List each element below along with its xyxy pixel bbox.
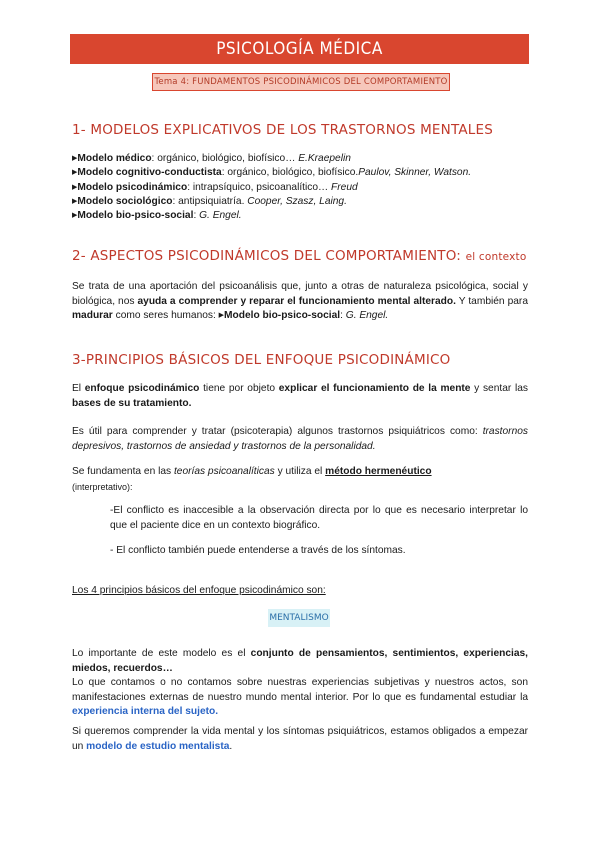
document-title: PSICOLOGÍA MÉDICA (70, 34, 529, 64)
models-list (72, 152, 471, 223)
list-item: ▶Modelo médico: orgánico, biológico, biofísico… E.Kraepelin (72, 153, 351, 164)
mentalism-paragraph: Lo importante de este modelo es el conjunto de pensamientos, sentimientos, experiencias, miedos, recuerdos… Lo que contamos o no contamos sobre nuestras experiencias subjetivas y nuestros actos, son manifestaciones externas de nuestro mundo mental interior. Por lo que es fundamental estudiar la experiencia interna del sujeto. (72, 648, 528, 718)
arrow-bullet-icon: ▶ (218, 312, 225, 320)
conflict-point-2: - El conflicto también puede entenderse a través de los síntomas. (110, 545, 406, 556)
arrow-bullet-icon: ▶ (72, 183, 78, 191)
mentalismo-badge: MENTALISMO (268, 609, 330, 627)
list-item: ▶Modelo psicodinámico: intrapsíquico, psicoanalítico… Freud (72, 181, 358, 193)
approach-paragraph: El enfoque psicodinámico tiene por objeto explicar el funcionamiento de la mente y sentar las bases de su tratamiento. (72, 383, 528, 409)
topic-subtitle: Tema 4: FUNDAMENTOS PSICODINÁMICOS DEL COMPORTAMIENTO (152, 73, 450, 91)
principles-intro: Los 4 principios básicos del enfoque psicodinámico son: (72, 585, 326, 596)
arrow-bullet-icon: ▶ (72, 212, 78, 220)
section-3-heading: 3-PRINCIPIOS BÁSICOS DEL ENFOQUE PSICODINÁMICO (72, 352, 451, 368)
arrow-bullet-icon: ▶ (72, 155, 78, 162)
list-item: ▶Modelo cognitivo-conductista: orgánico, biológico, biofísico.Paulov, Skinner, Watson. (72, 167, 472, 179)
section-2-heading: 2- ASPECTOS PSICODINÁMICOS DEL COMPORTAMIENTO: el contexto (72, 248, 527, 264)
mentalist-model-paragraph: Si queremos comprender la vida mental y los síntomas psiquiátricos, estamos obligados a empezar un modelo de estudio mentalista. (72, 726, 528, 752)
list-item: ▶Modelo bio-psico-social: G. Engel. (72, 210, 242, 222)
arrow-bullet-icon: ▶ (72, 169, 78, 177)
section-1-heading: 1- MODELOS EXPLICATIVOS DE LOS TRASTORNOS MENTALES (72, 122, 494, 138)
conflict-point-1: -El conflicto es inaccesible a la observación directa por lo que es necesario interpretar lo que el paciente dice en un contexto biográfico. (110, 505, 528, 531)
context-paragraph: Se trata de una aportación del psicoanálisis que, junto a otras de naturaleza psicológica, social y biológica, nos ayuda a comprender y reparar el funcionamiento mental alterado. Y también para madurar como seres humanos: ▶Modelo bio-psico-social: G. Engel. (72, 281, 528, 322)
method-paragraph: Se fundamenta en las teorías psicoanalíticas y utiliza el método hermenéutico (interpretativo): (72, 466, 432, 492)
list-item: ▶Modelo sociológico: antipsiquiatría. Cooper, Szasz, Laing. (72, 195, 347, 207)
arrow-bullet-icon: ▶ (72, 197, 78, 205)
usefulness-paragraph: Es útil para comprender y tratar (psicoterapia) algunos trastornos psiquiátricos como: trastornos depresivos, trastornos de ansiedad y trastornos de la personalidad. (72, 426, 528, 452)
